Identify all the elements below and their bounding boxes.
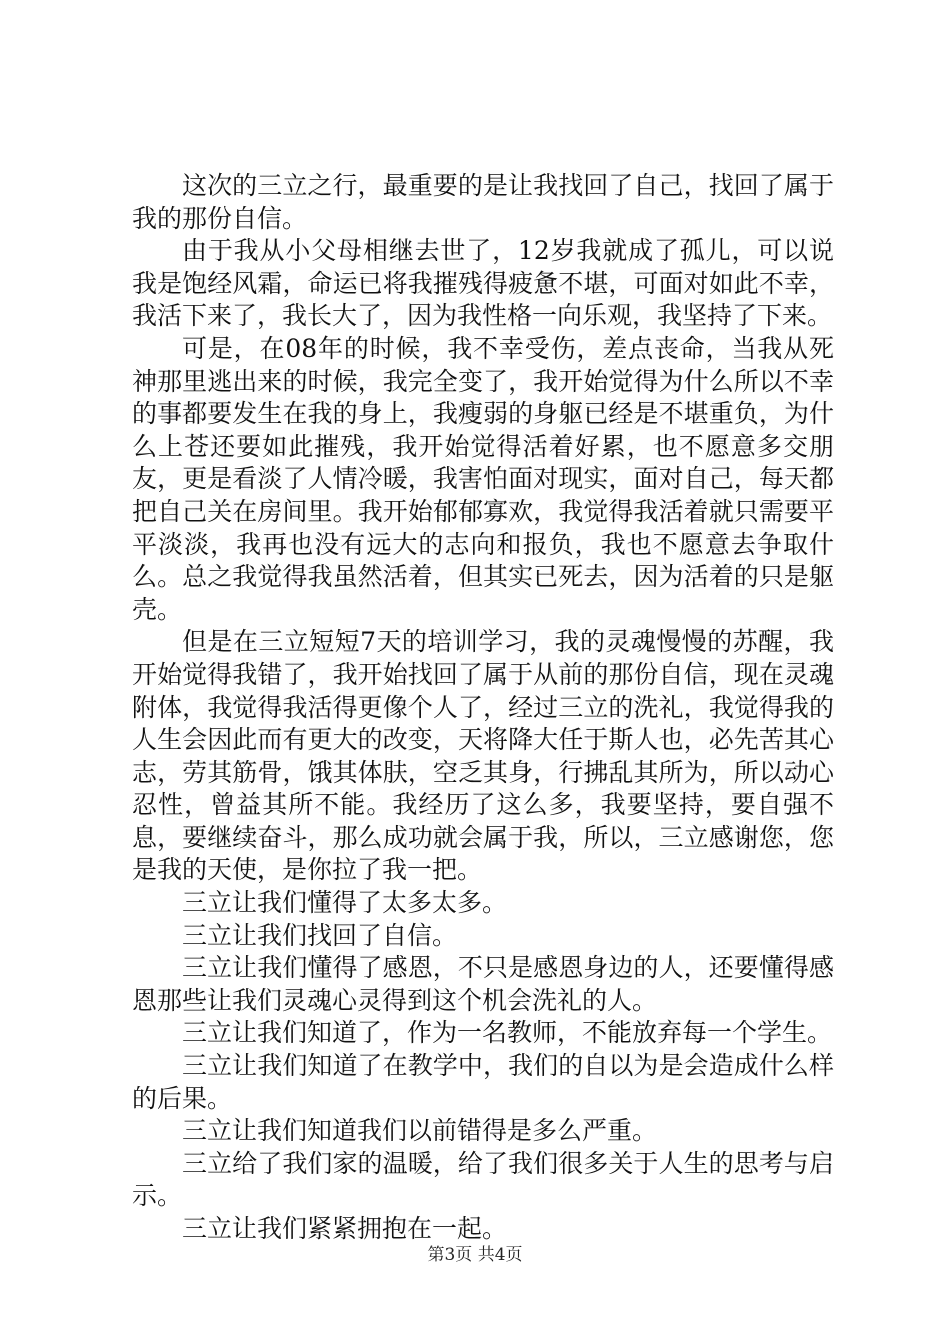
paragraph: 三立让我们知道我们以前错得是多么严重。 xyxy=(182,1116,658,1146)
paragraph: 这次的三立之行，最重要的是让我找回了自己，找回了属于我的那份自信。 xyxy=(132,171,834,233)
paragraph: 三立让我们找回了自信。 xyxy=(182,920,458,950)
paragraph: 但是在三立短短7天的培训学习，我的灵魂慢慢的苏醒，我开始觉得我错了，我开始找回了属于从前的那份自信，现在灵魂附体，我觉得我活得更像个人了，经过三立的洗礼，我觉得我的人生会因此而有更大的改变，天将降大任于斯人也，必先苦其心志，劳其筋骨，饿其体肤，空乏其身，行拂乱其所为，所以动心忍性，曾益其所不能。我经历了这么多，我要坚持，要自强不息，要继续奋斗，那么成功就会属于我，所以，三立感谢您，您是我的天使，是你拉了我一把。 xyxy=(132,627,834,885)
document-body xyxy=(132,170,834,1246)
paragraph: 三立让我们知道了在教学中，我们的自以为是会造成什么样的后果。 xyxy=(132,1051,834,1113)
paragraph: 三立给了我们家的温暖，给了我们很多关于人生的思考与启示。 xyxy=(132,1148,834,1211)
paragraph: 可是，在08年的时候，我不幸受伤，差点丧命，当我从死神那里逃出来的时候，我完全变了，我开始觉得为什么所以不幸的事都要发生在我的身上，我瘦弱的身躯已经是不堪重负，为什么上苍还要如此摧残，我开始觉得活着好累，也不愿意多交朋友，更是看淡了人情冷暖，我害怕面对现实，面对自己，每天都把自己关在房间里。我开始郁郁寡欢，我觉得我活着就只需要平平淡淡，我再也没有远大的志向和报负，我也不愿意去争取什么。总之我觉得我虽然活着，但其实已死去，因为活着的只是躯壳。 xyxy=(132,333,834,624)
paragraph: 由于我从小父母相继去世了，12岁我就成了孤儿，可以说我是饱经风霜，命运已将我摧残得疲惫不堪，可面对如此不幸，我活下来了，我长大了，因为我性格一向乐观，我坚持了下来。 xyxy=(132,236,834,331)
page-number-footer: 第3页 共4页 xyxy=(427,1245,523,1265)
paragraph: 三立让我们紧紧拥抱在一起。 xyxy=(182,1214,508,1243)
paragraph: 三立让我们懂得了感恩，不只是感恩身边的人，还要懂得感恩那些让我们灵魂心灵得到这个机会洗礼的人。 xyxy=(132,953,834,1015)
paragraph: 三立让我们懂得了太多太多。 xyxy=(182,888,508,918)
paragraph: 三立让我们知道了，作为一名教师，不能放弃每一个学生。 xyxy=(182,1018,833,1048)
